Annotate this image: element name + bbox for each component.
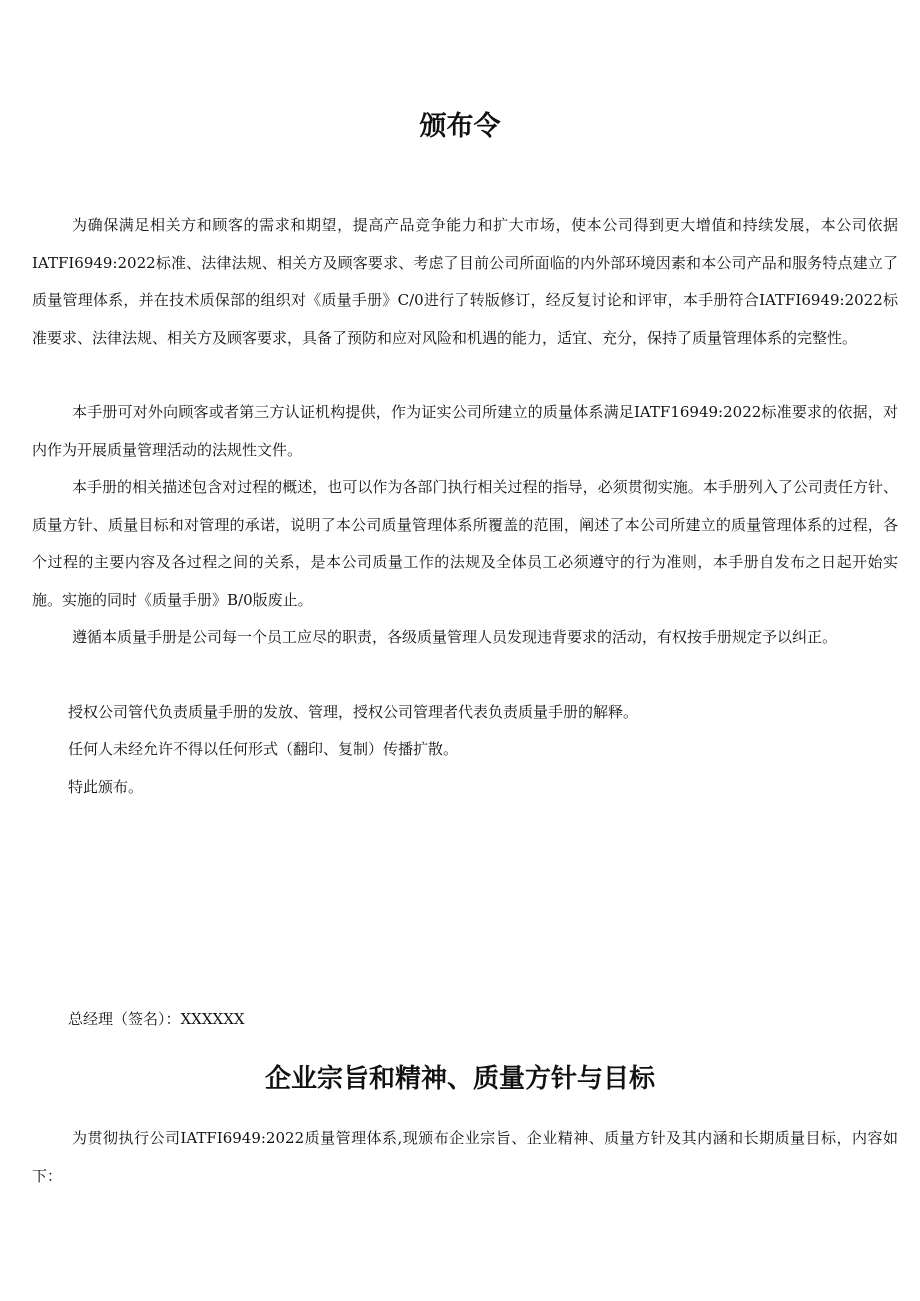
decree-paragraph-provision: 本手册可对外向顾客或者第三方认证机构提供，作为证实公司所建立的质量体系满足IATF16949:2022标准要求的依据，对内作为开展质量管理活动的法规性文件。: [32, 403, 898, 459]
policy-intro-paragraph: 为贯彻执行公司IATFI6949:2022质量管理体系,现颁布企业宗旨、企业精神、质量方针及其内涵和长期质量目标，内容如下：: [32, 1129, 898, 1185]
decree-paragraph-purpose: 为确保满足相关方和顾客的需求和期望，提高产品竞争能力和扩大市场，使本公司得到更大增值和持续发展，本公司依据IATFI6949:2022标准、法律法规、相关方及顾客要求、考虑了目前公司所面临的内外部环境因素和本公司产品和服务特点建立了质量管理体系，并在技术质保部的组织对《质量手册》C/0进行了转版修订，经反复讨论和评审，本手册符合IATFI6949:2022标准要求、法律法规、相关方及顾客要求，具备了预防和应对风险和机遇的能力，适宜、充分，保持了质量管理体系的完整性。: [32, 216, 898, 347]
decree-paragraph-scope: 本手册的相关描述包含对过程的概述，也可以作为各部门执行相关过程的指导，必须贯彻实施。本手册列入了公司责任方针、质量方针、质量目标和对管理的承诺，说明了本公司质量管理体系所覆盖的范围，阐述了本公司所建立的质量管理体系的过程，各个过程的主要内容及各过程之间的关系，是本公司质量工作的法规及全体员工必须遵守的行为准则，本手册自发布之日起开始实施。实施的同时《质量手册》B/0版废止。: [32, 478, 898, 609]
decree-line-authorization: 授权公司管代负责质量手册的发放、管理，授权公司管理者代表负责质量手册的解释。: [68, 703, 639, 721]
decree-line-closing: 特此颁布。: [68, 778, 144, 796]
decree-title: 颁布令: [419, 111, 501, 142]
decree-paragraph-duty: 遵循本质量手册是公司每一个员工应尽的职责，各级质量管理人员发现违背要求的活动，有权按手册规定予以纠正。: [72, 628, 838, 646]
general-manager-signature: 总经理（签名）：XXXXXX: [68, 1010, 245, 1028]
decree-line-copyright: 任何人未经允许不得以任何形式（翻印、复制）传播扩散。: [68, 740, 459, 758]
policy-title: 企业宗旨和精神、质量方针与目标: [264, 1064, 655, 1094]
